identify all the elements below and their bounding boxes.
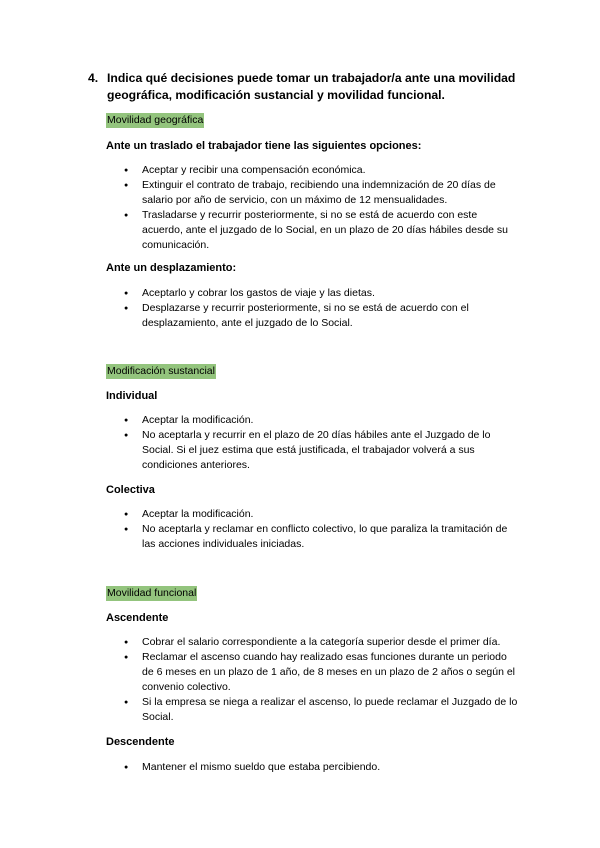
list-item: ● Desplazarse y recurrir posteriormente, si no se está de acuerdo con el desplazamiento, ante el juzgado de lo Social. bbox=[120, 301, 520, 331]
list-item: ● No aceptarla y reclamar en conflicto colectivo, lo que paraliza la tramitación de las acciones individuales iniciadas. bbox=[120, 522, 520, 552]
list-ascendente bbox=[120, 635, 520, 725]
list-individual bbox=[120, 413, 520, 473]
list-item: ● No aceptarla y recurrir en el plazo de 20 días hábiles ante el Juzgado de lo Social. Si el juez estima que está justificada, el trabajador volverá a sus condiciones anteriores. bbox=[120, 428, 520, 473]
list-item: ● Extinguir el contrato de trabajo, recibiendo una indemnización de 20 días de salario por año de servicio, con un máximo de 12 mensualidades. bbox=[120, 178, 520, 208]
subheading-descendente: Descendente bbox=[106, 736, 175, 748]
list-item: ● Cobrar el salario correspondiente a la categoría superior desde el primer día. bbox=[120, 635, 520, 650]
subheading-ascendente: Ascendente bbox=[106, 612, 169, 624]
list-item: ● Trasladarse y recurrir posteriormente, si no se está de acuerdo con este acuerdo, ante el juzgado de lo Social, en un plazo de 20 días hábiles desde su comunicación. bbox=[120, 208, 520, 253]
list-item: ● Si la empresa se niega a realizar el ascenso, lo puede reclamar el Juzgado de lo Social. bbox=[120, 695, 520, 725]
list-item: ● Reclamar el ascenso cuando hay realizado esas funciones durante un periodo de 6 meses en un plazo de 1 año, de 8 meses en un plazo de 2 años o según el convenio colectivo. bbox=[120, 650, 520, 695]
subheading-colectiva: Colectiva bbox=[106, 484, 155, 496]
list-item: ● Aceptar y recibir una compensación económica. bbox=[120, 163, 520, 178]
list-item: ● Aceptar la modificación. bbox=[120, 413, 520, 428]
subheading-traslado: Ante un traslado el trabajador tiene las siguientes opciones: bbox=[106, 140, 422, 152]
question-text: Indica qué decisiones puede tomar un trabajador/a ante una movilidad geográfica, modificación sustancial y movilidad funcional. bbox=[107, 71, 516, 102]
list-descendente bbox=[120, 760, 520, 775]
list-colectiva bbox=[120, 507, 520, 552]
list-item: ● Aceptar la modificación. bbox=[120, 507, 520, 522]
subheading-desplazamiento: Ante un desplazamiento: bbox=[106, 262, 237, 274]
section-title-movilidad-funcional: Movilidad funcional bbox=[107, 587, 197, 599]
list-desplazamiento bbox=[120, 286, 520, 331]
section-title-modificacion-sustancial: Modificación sustancial bbox=[107, 365, 215, 377]
subheading-individual: Individual bbox=[106, 390, 158, 402]
list-item: ● Mantener el mismo sueldo que estaba percibiendo. bbox=[120, 760, 520, 775]
list-traslado bbox=[120, 163, 520, 253]
section-title-movilidad-geografica: Movilidad geográfica bbox=[107, 114, 204, 126]
question-number: 4. bbox=[88, 71, 99, 85]
list-item: ● Aceptarlo y cobrar los gastos de viaje y las dietas. bbox=[120, 286, 520, 301]
